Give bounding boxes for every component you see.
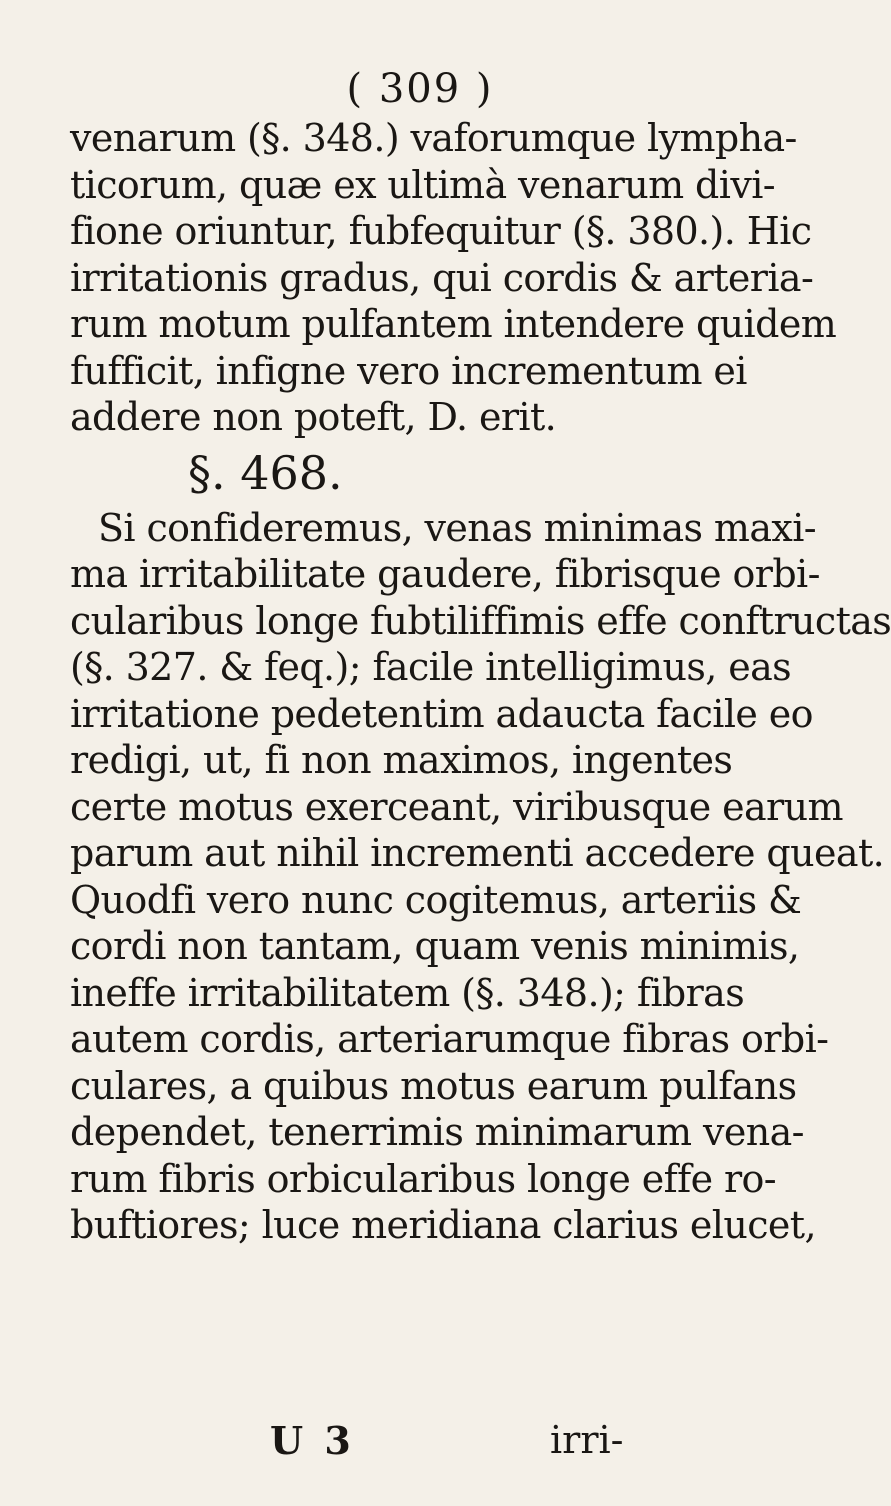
text-line: certe motus exerceant, viribusque earum [70, 784, 843, 829]
text-line: autem cordis, arteriarumque fibras orbi- [70, 1017, 829, 1061]
signature-mark: U 3 [270, 1418, 355, 1463]
catchword: irri- [550, 1418, 624, 1462]
text-line: irritatione pedetentim adaucta facile eo [70, 691, 813, 736]
text-line: fione oriuntur, fubfequitur (§. 380.). Hic [70, 209, 812, 253]
page-number: ( 309 ) [346, 66, 494, 112]
text-line: buftiores; luce meridiana clarius elucet, [70, 1203, 816, 1247]
page-footer [70, 1418, 720, 1468]
text-line: ma irritabilitate gaudere, fibrisque orbi- [70, 552, 820, 596]
text-line: parum aut nihil incrementi accedere queat. [70, 831, 885, 875]
text-line: Quodfi vero nunc cogitemus, arteriis & [70, 877, 802, 922]
text-line: redigi, ut, fi non maximos, ingentes [70, 738, 733, 782]
body-text [70, 115, 891, 1249]
text-line: cularibus longe fubtiliffimis effe conftructas [70, 598, 891, 643]
text-line: ineffe irritabilitatem (§. 348.); fibras [70, 970, 745, 1015]
text-line: addere non poteft, D. erit. [70, 395, 557, 439]
text-line: cordi non tantam, quam venis minimis, [70, 924, 800, 968]
text-line: rum motum pulfantem intendere quidem [70, 302, 837, 346]
text-line: dependet, tenerrimis minimarum vena- [70, 1110, 804, 1154]
section-heading: §. 468. [188, 445, 343, 500]
text-line: culares, a quibus motus earum pulfans [70, 1063, 797, 1108]
text-line: ticorum, quæ ex ultimà venarum divi- [70, 162, 776, 207]
text-line: irritationis gradus, qui cordis & arteria- [70, 255, 814, 300]
text-line: venarum (§. 348.) vaforumque lympha- [70, 116, 797, 160]
text-line: rum fibris orbicularibus longe effe ro- [70, 1156, 777, 1201]
text-line: fufficit, infigne vero incrementum ei [70, 348, 747, 393]
text-line: Si confideremus, venas minimas maxi- [98, 505, 817, 550]
text-line: (§. 327. & feq.); facile intelligimus, eas [70, 645, 792, 689]
